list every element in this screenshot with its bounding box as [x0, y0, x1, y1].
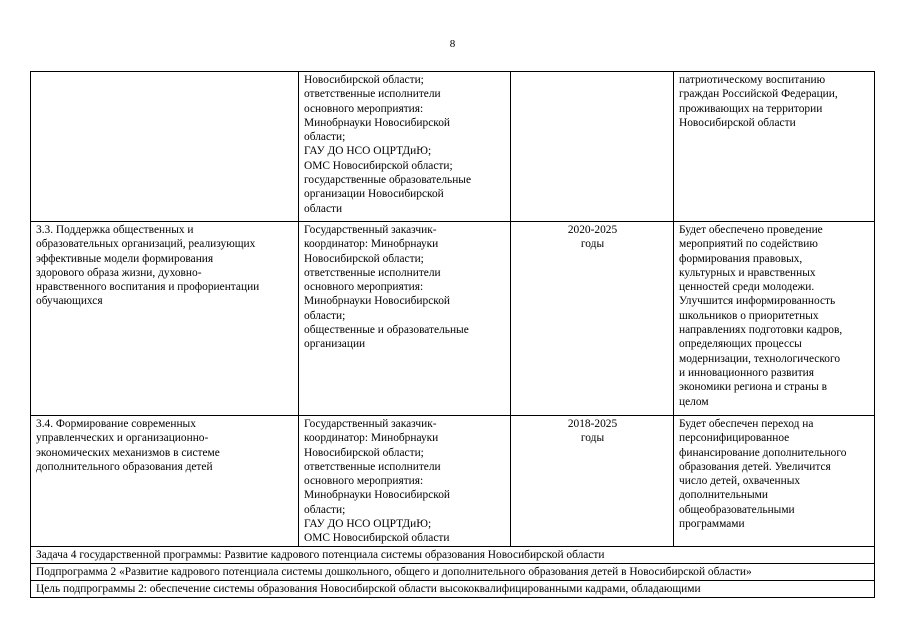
task-cell: Задача 4 государственной программы: Развитие кадрового потенциала системы образования Новосибирской области — [31, 547, 875, 564]
measure-cell: 3.3. Поддержка общественных и образовательных организаций, реализующих эффективные модели формирования здорового образа жизни, духовно- нравственного воспитания и профориентации обучающихся — [31, 222, 299, 416]
measure-cell: 3.4. Формирование современных управленческих и организационно- экономических механизмов в системе дополнительного образования детей — [31, 416, 299, 547]
table-row — [31, 72, 875, 222]
period-cell: 2018-2025 годы — [511, 416, 674, 547]
executor-cell: Государственный заказчик- координатор: Минобрнауки Новосибирской области; ответственные исполнители основного мероприятия: Минобрнауки Новосибирской области; общественные и образовательные организации — [299, 222, 511, 416]
measure-cell — [31, 72, 299, 222]
executor-cell: Государственный заказчик- координатор: Минобрнауки Новосибирской области; ответственные исполнители основного мероприятия: Минобрнауки Новосибирской области; ГАУ ДО НСО ОЦРТДиЮ; ОМС Новосибирской области — [299, 416, 511, 547]
page-number: 8 — [449, 38, 456, 50]
goal-row — [31, 581, 875, 598]
period-cell: 2020-2025 годы — [511, 222, 674, 416]
result-cell: патриотическому воспитанию граждан Российской Федерации, проживающих на территории Новосибирской области — [674, 72, 875, 222]
task-row — [31, 547, 875, 564]
subprogram-row — [31, 564, 875, 581]
subprogram-cell: Подпрограмма 2 «Развитие кадрового потенциала системы дошкольного, общего и дополнительного образования детей в Новосибирской области» — [31, 564, 875, 581]
result-cell: Будет обеспечено проведение мероприятий по содействию формирования правовых, культурных и нравственных ценностей среди молодежи. Улучшится информированность школьников о приоритетных направлениях подготовки кадров, определяющих процессы модернизации, технологического и инновационного развития экономики региона и страны в целом — [674, 222, 875, 416]
executor-cell: Новосибирской области; ответственные исполнители основного мероприятия: Минобрнауки Новосибирской области; ГАУ ДО НСО ОЦРТДиЮ; ОМС Новосибирской области; государственные образовательные организации Новосибирской области — [299, 72, 511, 222]
table-row — [31, 416, 875, 547]
goal-cell: Цель подпрограммы 2: обеспечение системы образования Новосибирской области высококвалифицированными кадрами, обладающими — [31, 581, 875, 598]
result-cell: Будет обеспечен переход на персонифицированное финансирование дополнительного образования детей. Увеличится число детей, охваченных дополнительными общеобразовательными программами — [674, 416, 875, 547]
program-table — [30, 71, 875, 598]
period-cell — [511, 72, 674, 222]
table-row — [31, 222, 875, 416]
